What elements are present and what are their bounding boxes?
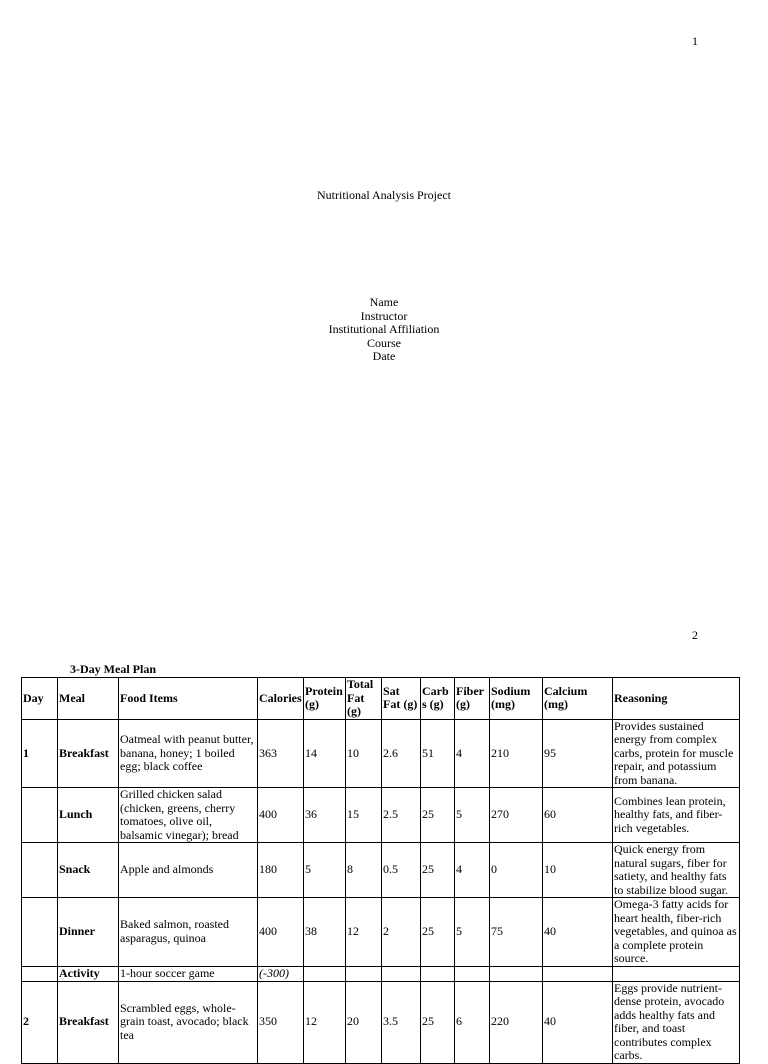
cell-food: Grilled chicken salad (chicken, greens, cherry tomatoes, olive oil, balsamic vinegar); bread xyxy=(119,788,258,843)
cell-day xyxy=(22,788,58,843)
author-course: Course xyxy=(367,335,401,350)
document-title: Nutritional Analysis Project xyxy=(317,188,451,202)
cell-reasoning: Combines lean protein, healthy fats, and fiber-rich vegetables. xyxy=(613,788,740,843)
cell-satfat: 2.6 xyxy=(382,719,421,788)
cell-carbs: 25 xyxy=(421,788,455,843)
cell-calories: 363 xyxy=(258,719,304,788)
cell-satfat: 2 xyxy=(382,898,421,967)
cell-day xyxy=(22,898,58,967)
cell-calories: 180 xyxy=(258,843,304,898)
cell-fiber: 5 xyxy=(455,898,490,967)
cell-calories: 350 xyxy=(258,981,304,1063)
cell-fat: 20 xyxy=(346,981,382,1063)
cell-fiber xyxy=(455,966,490,981)
cell-calcium: 40 xyxy=(543,981,613,1063)
cell-fat xyxy=(346,966,382,981)
table-row xyxy=(22,898,740,967)
cell-meal: Activity xyxy=(58,966,119,981)
cell-calories: 400 xyxy=(258,788,304,843)
page-number-1: 1 xyxy=(692,34,698,48)
cell-sodium: 220 xyxy=(490,981,543,1063)
cell-day xyxy=(22,966,58,981)
cell-calcium xyxy=(543,966,613,981)
author-date: Date xyxy=(372,349,396,363)
cell-protein: 12 xyxy=(304,981,346,1063)
cell-calcium: 40 xyxy=(543,898,613,967)
cell-food: Apple and almonds xyxy=(119,843,258,898)
cell-meal: Snack xyxy=(58,843,119,898)
cell-protein: 5 xyxy=(304,843,346,898)
cell-carbs: 25 xyxy=(421,898,455,967)
col-header-fiber: Fiber (g) xyxy=(455,678,490,720)
cell-fiber: 6 xyxy=(455,981,490,1063)
cell-protein: 38 xyxy=(304,898,346,967)
cell-reasoning: Omega-3 fatty acids for heart health, fiber-rich vegetables, and quinoa as a complete protein source. xyxy=(613,898,740,967)
cell-day: 2 xyxy=(22,981,58,1063)
cell-calcium: 60 xyxy=(543,788,613,843)
cell-fiber: 4 xyxy=(455,719,490,788)
cell-sodium: 0 xyxy=(490,843,543,898)
col-header-meal: Meal xyxy=(58,678,119,720)
cell-carbs: 25 xyxy=(421,981,455,1063)
author-block xyxy=(0,296,768,364)
table-row xyxy=(22,966,740,981)
table-row xyxy=(22,843,740,898)
table-header-row xyxy=(22,678,740,720)
cell-satfat: 2.5 xyxy=(382,788,421,843)
meal-plan-title: 3-Day Meal Plan xyxy=(70,662,156,676)
cell-meal: Breakfast xyxy=(58,719,119,788)
cell-fat: 8 xyxy=(346,843,382,898)
cell-day xyxy=(22,843,58,898)
col-header-satfat: Sat Fat (g) xyxy=(382,678,421,720)
table-row xyxy=(22,788,740,843)
table-row xyxy=(22,719,740,788)
cell-reasoning: Provides sustained energy from complex carbs, protein for muscle repair, and potassium from banana. xyxy=(613,719,740,788)
meal-plan-table xyxy=(21,677,740,1064)
col-header-protein: Protein (g) xyxy=(304,678,346,720)
col-header-day: Day xyxy=(22,678,58,720)
cell-meal: Breakfast xyxy=(58,981,119,1063)
cell-meal: Dinner xyxy=(58,898,119,967)
cell-fat: 10 xyxy=(346,719,382,788)
col-header-food: Food Items xyxy=(119,678,258,720)
cell-fiber: 4 xyxy=(455,843,490,898)
cell-calories: (-300) xyxy=(258,966,304,981)
col-header-calcium: Calcium (mg) xyxy=(543,678,613,720)
cell-calcium: 10 xyxy=(543,843,613,898)
cell-carbs xyxy=(421,966,455,981)
col-header-sodium: Sodium (mg) xyxy=(490,678,543,720)
author-affiliation: Institutional Affiliation xyxy=(328,322,440,336)
table-row xyxy=(22,981,740,1063)
cell-satfat: 0.5 xyxy=(382,843,421,898)
cell-calories: 400 xyxy=(258,898,304,967)
cell-food: Baked salmon, roasted asparagus, quinoa xyxy=(119,898,258,967)
cell-protein xyxy=(304,966,346,981)
cell-food: Oatmeal with peanut butter, banana, honey; 1 boiled egg; black coffee xyxy=(119,719,258,788)
cell-sodium: 270 xyxy=(490,788,543,843)
cell-sodium: 210 xyxy=(490,719,543,788)
cell-sodium xyxy=(490,966,543,981)
cell-sodium: 75 xyxy=(490,898,543,967)
cell-protein: 36 xyxy=(304,788,346,843)
col-header-calories: Calories xyxy=(258,678,304,720)
cell-satfat: 3.5 xyxy=(382,981,421,1063)
cell-reasoning xyxy=(613,966,740,981)
author-name: Name xyxy=(369,295,399,309)
page-number-2: 2 xyxy=(692,628,698,642)
col-header-reasoning: Reasoning xyxy=(613,678,740,720)
cell-fat: 15 xyxy=(346,788,382,843)
cell-food: 1-hour soccer game xyxy=(119,966,258,981)
cell-calcium: 95 xyxy=(543,719,613,788)
cell-carbs: 25 xyxy=(421,843,455,898)
cell-food: Scrambled eggs, whole-grain toast, avocado; black tea xyxy=(119,981,258,1063)
cell-fiber: 5 xyxy=(455,788,490,843)
cell-reasoning: Quick energy from natural sugars, fiber for satiety, and healthy fats to stabilize blood sugar. xyxy=(613,843,740,898)
cell-day: 1 xyxy=(22,719,58,788)
cell-carbs: 51 xyxy=(421,719,455,788)
col-header-fat: Total Fat (g) xyxy=(346,678,382,720)
cell-protein: 14 xyxy=(304,719,346,788)
col-header-carbs: Carbs (g) xyxy=(421,678,455,720)
author-instructor: Instructor xyxy=(360,308,408,323)
cell-satfat xyxy=(382,966,421,981)
cell-meal: Lunch xyxy=(58,788,119,843)
cell-fat: 12 xyxy=(346,898,382,967)
cell-reasoning: Eggs provide nutrient-dense protein, avocado adds healthy fats and fiber, and toast contributes complex carbs. xyxy=(613,981,740,1063)
